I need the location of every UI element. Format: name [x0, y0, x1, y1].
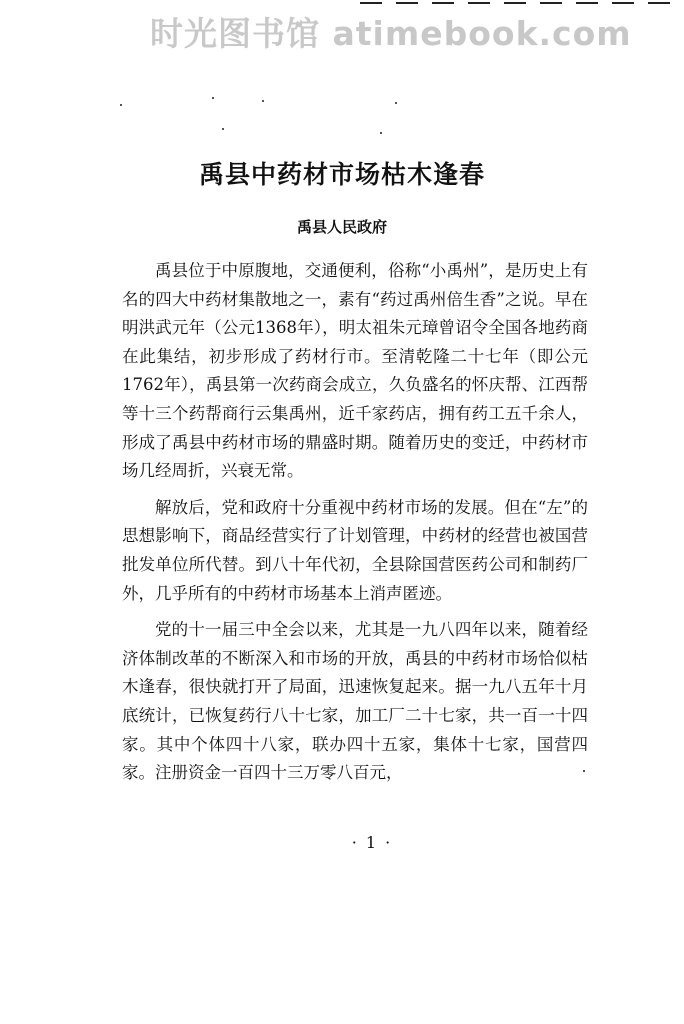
- scan-speck: [262, 100, 264, 102]
- paragraph-2: 解放后，党和政府十分重视中药材市场的发展。但在“左”的思想影响下，商品经营实行了计划管理，中药材的经营也被国营批发单位所代替。到八十年代初，全县除国营医药公司和制药厂外，几乎所有的中药材市场基本上消声匿迹。: [122, 497, 588, 603]
- scan-speck: [212, 97, 214, 99]
- watermark: 时光图书馆 atimebook.com: [150, 14, 632, 53]
- article-author: 禹县人民政府: [296, 218, 387, 236]
- scan-speck: [395, 102, 397, 104]
- article-body: [122, 257, 588, 796]
- top-edge-dashes: [360, 2, 670, 4]
- scan-speck: [120, 104, 122, 106]
- scan-speck: [222, 128, 224, 130]
- scan-speck: [380, 132, 382, 134]
- page-number: · 1 ·: [351, 833, 393, 852]
- article-title: 禹县中药材市场枯木逢春: [198, 160, 485, 189]
- paragraph-1: 禹县位于中原腹地，交通便利，俗称“小禹州”，是历史上有名的四大中药材集散地之一，素有“药过禹州倍生香”之说。早在明洪武元年（公元1368年），明太祖朱元璋曾诏令全国各地药商在此集结，初步形成了药材行市。至清乾隆二十七年（即公元1762年），禹县第一次药商会成立，久负盛名的怀庆帮、江西帮等十三个药帮商行云集禹州，近千家药店，拥有药工五千余人，形成了禹县中药材市场的鼎盛时期。随着历史的变迁，中药材市场几经周折，兴衰无常。: [122, 261, 588, 481]
- paragraph-3: 党的十一届三中全会以来，尤其是一九八四年以来，随着经济体制改革的不断深入和市场的开放，禹县的中药材市场恰似枯木逢春，很快就打开了局面，迅速恢复起来。据一九八五年十月底统计，已恢复药行八十七家，加工厂二十七家，共一百一十四家。其中个体四十八家，联办四十五家，集体十七家，国营四家。注册资金一百四十三万零八百元，: [122, 620, 588, 783]
